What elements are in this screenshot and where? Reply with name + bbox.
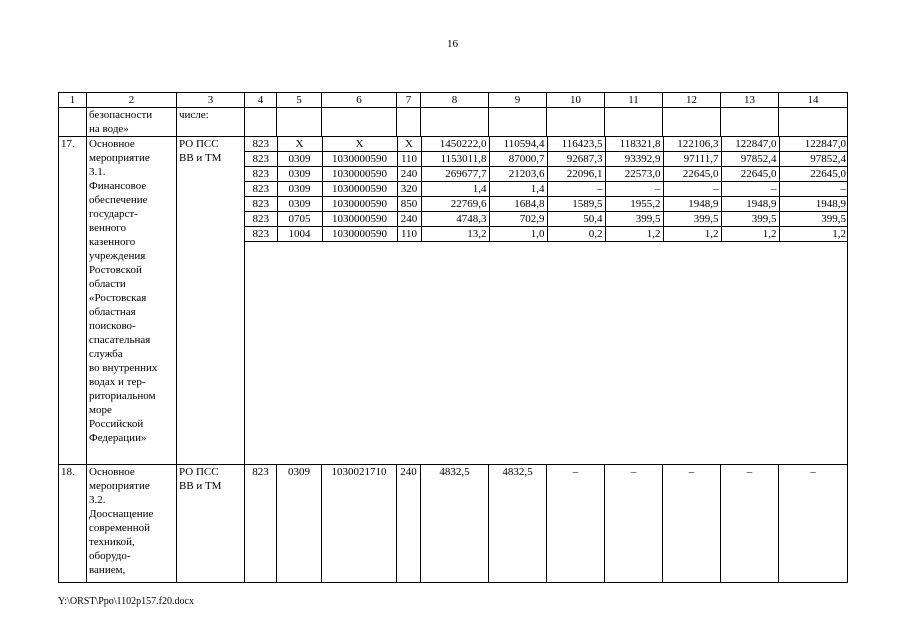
measure-name xyxy=(87,137,177,465)
value-cell: 399,5 xyxy=(663,212,721,227)
text-line: 3.1. xyxy=(89,166,106,178)
value-cell: 823 xyxy=(245,212,277,227)
value-cell: 320 xyxy=(397,182,421,197)
value-cell: 1948,9 xyxy=(779,197,848,212)
value-cell: 1,2 xyxy=(721,227,779,242)
value-cell: – xyxy=(547,465,605,583)
column-number: 2 xyxy=(87,93,177,108)
value-cell: 1,2 xyxy=(663,227,721,242)
value-cell: 1,2 xyxy=(779,227,848,242)
value-cell: 110594,4 xyxy=(489,137,547,152)
column-number: 11 xyxy=(605,93,663,108)
column-number: 14 xyxy=(779,93,848,108)
value-cell: 1030000590 xyxy=(322,167,397,182)
column-number: 10 xyxy=(547,93,605,108)
value-cell: 1684,8 xyxy=(489,197,547,212)
executor xyxy=(177,137,245,465)
text-line: водах и тер- xyxy=(89,376,146,388)
value-cell: 1948,9 xyxy=(721,197,779,212)
value-cell: 22645,0 xyxy=(663,167,721,182)
cont-name-cell xyxy=(87,108,177,137)
value-cell: 1,4 xyxy=(421,182,489,197)
text-line: поисково- xyxy=(89,320,136,332)
value-cell: 1030000590 xyxy=(322,152,397,167)
value-line xyxy=(245,152,848,167)
value-cell: 823 xyxy=(245,152,277,167)
value-line xyxy=(245,197,848,212)
value-cell: 823 xyxy=(245,167,277,182)
value-cell: 240 xyxy=(397,465,421,583)
table-row-18 xyxy=(59,465,848,583)
text-line: Ростовской xyxy=(89,264,142,276)
value-cell: 269677,7 xyxy=(421,167,489,182)
value-cell: 1955,2 xyxy=(605,197,663,212)
value-cell: – xyxy=(721,182,779,197)
text-line: Федерации» xyxy=(89,432,147,444)
text-line: риториальном xyxy=(89,390,156,402)
value-cell: – xyxy=(779,465,848,583)
value-cell: 1153011,8 xyxy=(421,152,489,167)
value-cell: 0309 xyxy=(277,197,322,212)
cont-num-cell xyxy=(59,108,87,137)
value-cell: 122847,0 xyxy=(779,137,848,152)
text-line: ВВ и ТМ xyxy=(179,480,222,492)
value-cell: 22769,6 xyxy=(421,197,489,212)
value-cell: 122106,3 xyxy=(663,137,721,152)
column-number: 9 xyxy=(489,93,547,108)
value-cell: 823 xyxy=(245,227,277,242)
value-cell: 240 xyxy=(397,167,421,182)
value-cell: 399,5 xyxy=(721,212,779,227)
row-number: 17. xyxy=(59,137,87,465)
text-line: оборудо- xyxy=(89,550,131,562)
value-cell: – xyxy=(721,465,779,583)
text-line: море xyxy=(89,404,112,416)
text-line: учреждения xyxy=(89,250,146,262)
text-line: мероприятие xyxy=(89,480,150,492)
value-cell: 399,5 xyxy=(605,212,663,227)
value-cell: – xyxy=(605,465,663,583)
value-cell: 0,2 xyxy=(547,227,605,242)
value-cell: 122847,0 xyxy=(721,137,779,152)
row-number: 18. xyxy=(59,465,87,583)
page-number: 16 xyxy=(447,38,458,50)
text-line: служба xyxy=(89,348,123,360)
value-cell: 118321,8 xyxy=(605,137,663,152)
column-number: 7 xyxy=(397,93,421,108)
value-cell: 116423,5 xyxy=(547,137,605,152)
text-line: государст- xyxy=(89,208,138,220)
value-line xyxy=(245,182,848,197)
value-cell: 1948,9 xyxy=(663,197,721,212)
value-cell: 1589,5 xyxy=(547,197,605,212)
value-cell: 22573,0 xyxy=(605,167,663,182)
text-line: РО ПСС xyxy=(179,138,219,150)
value-cell: 0309 xyxy=(277,465,322,583)
cont-name-line: на воде» xyxy=(89,123,129,135)
column-number: 3 xyxy=(177,93,245,108)
text-line: казенного xyxy=(89,236,136,248)
text-line: спасательная xyxy=(89,334,151,346)
value-cell: 4832,5 xyxy=(421,465,489,583)
value-cell: Х xyxy=(277,137,322,152)
column-number: 4 xyxy=(245,93,277,108)
column-number: 6 xyxy=(322,93,397,108)
text-line: во внутренних xyxy=(89,362,158,374)
value-cell: 0309 xyxy=(277,152,322,167)
value-cell: 22645,0 xyxy=(779,167,848,182)
value-cell: Х xyxy=(322,137,397,152)
value-cell: – xyxy=(547,182,605,197)
text-line: РО ПСС xyxy=(179,466,219,478)
text-line: техникой, xyxy=(89,536,135,548)
value-cell: 21203,6 xyxy=(489,167,547,182)
value-cell: – xyxy=(663,465,721,583)
budget-table xyxy=(58,92,848,583)
value-cell: Х xyxy=(397,137,421,152)
value-cell: 97852,4 xyxy=(721,152,779,167)
value-cell: – xyxy=(779,182,848,197)
value-cell: 1,2 xyxy=(605,227,663,242)
column-number: 1 xyxy=(59,93,87,108)
value-cell: 399,5 xyxy=(779,212,848,227)
value-cell: 1450222,0 xyxy=(421,137,489,152)
column-number: 5 xyxy=(277,93,322,108)
value-cell: – xyxy=(605,182,663,197)
cont-exec-cell: числе: xyxy=(177,108,245,137)
value-cell: 4832,5 xyxy=(489,465,547,583)
value-cell: 22645,0 xyxy=(721,167,779,182)
table-row-continuation xyxy=(59,108,848,137)
value-cell: 240 xyxy=(397,212,421,227)
value-cell: 93392,9 xyxy=(605,152,663,167)
value-line xyxy=(245,227,848,242)
text-line: Основное xyxy=(89,138,135,150)
text-line: областная xyxy=(89,306,136,318)
row17-values xyxy=(245,137,848,465)
file-path-footer: Y:\ORST\Ppo\1102p157.f20.docx xyxy=(58,596,194,607)
value-line xyxy=(245,137,848,152)
value-line xyxy=(245,212,848,227)
text-line: венного xyxy=(89,222,127,234)
executor xyxy=(177,465,245,583)
value-cell: 702,9 xyxy=(489,212,547,227)
value-cell: 0705 xyxy=(277,212,322,227)
value-cell: 87000,7 xyxy=(489,152,547,167)
text-line: современной xyxy=(89,522,150,534)
value-line xyxy=(245,167,848,182)
value-cell: 22096,1 xyxy=(547,167,605,182)
value-cell: 823 xyxy=(245,137,277,152)
value-cell: 110 xyxy=(397,227,421,242)
value-cell: 823 xyxy=(245,465,277,583)
text-line: 3.2. xyxy=(89,494,106,506)
value-cell: 0309 xyxy=(277,167,322,182)
value-cell: 50,4 xyxy=(547,212,605,227)
value-cell: 110 xyxy=(397,152,421,167)
text-line: области xyxy=(89,278,126,290)
value-cell: 1030021710 xyxy=(322,465,397,583)
text-line: ванием, xyxy=(89,564,126,576)
value-cell: 1030000590 xyxy=(322,212,397,227)
text-line: мероприятие xyxy=(89,152,150,164)
text-line: Основное xyxy=(89,466,135,478)
value-cell: 97111,7 xyxy=(663,152,721,167)
value-cell: 1030000590 xyxy=(322,182,397,197)
value-cell: 1030000590 xyxy=(322,197,397,212)
value-cell: 13,2 xyxy=(421,227,489,242)
text-line: обеспечение xyxy=(89,194,148,206)
text-line: Дооснащение xyxy=(89,508,154,520)
value-cell: 0309 xyxy=(277,182,322,197)
value-cell: 1,4 xyxy=(489,182,547,197)
measure-name xyxy=(87,465,177,583)
value-cell: – xyxy=(663,182,721,197)
value-cell: 92687,3 xyxy=(547,152,605,167)
value-cell: 823 xyxy=(245,197,277,212)
text-line: ВВ и ТМ xyxy=(179,152,222,164)
column-number: 8 xyxy=(421,93,489,108)
value-cell: 1030000590 xyxy=(322,227,397,242)
column-number: 13 xyxy=(721,93,779,108)
value-cell: 850 xyxy=(397,197,421,212)
text-line: Финансовое xyxy=(89,180,147,192)
value-cell: 1,0 xyxy=(489,227,547,242)
cont-name-line: безопасности xyxy=(89,109,153,121)
value-cell: 97852,4 xyxy=(779,152,848,167)
value-cell: 1004 xyxy=(277,227,322,242)
row17-value-lines xyxy=(245,137,848,242)
column-number-header xyxy=(59,93,848,108)
text-line: Российской xyxy=(89,418,144,430)
value-cell: 823 xyxy=(245,182,277,197)
column-number: 12 xyxy=(663,93,721,108)
table-row-17 xyxy=(59,137,848,465)
text-line: «Ростовская xyxy=(89,292,147,304)
value-cell: 4748,3 xyxy=(421,212,489,227)
